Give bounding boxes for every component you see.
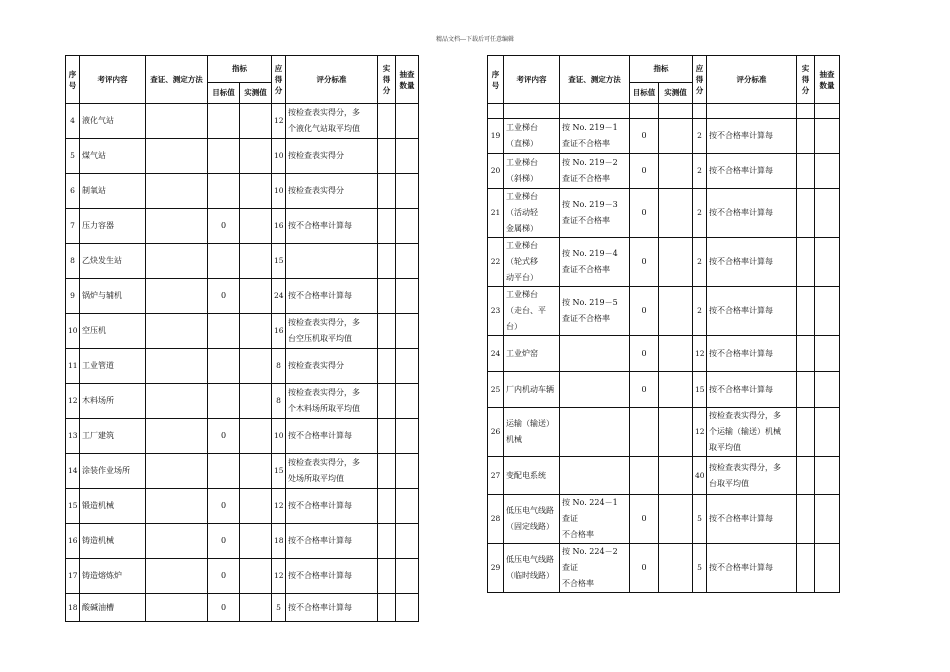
actual-score-cell <box>378 349 396 384</box>
header-criteria: 评分标准 <box>707 56 797 104</box>
points-value: 15 <box>693 372 707 408</box>
row-number: 20 <box>488 154 504 189</box>
check-method <box>146 209 208 244</box>
spot-check-cell <box>396 139 419 174</box>
table-row <box>488 154 840 189</box>
check-method <box>146 104 208 139</box>
measured-value <box>240 559 272 594</box>
points-value: 12 <box>693 336 707 372</box>
actual-score-cell <box>378 314 396 349</box>
table-row <box>488 408 840 457</box>
check-method <box>146 349 208 384</box>
header-indicator: 指标 <box>208 56 272 83</box>
spot-check-cell <box>815 238 840 287</box>
actual-score-cell <box>378 209 396 244</box>
target-value: 0 <box>208 419 240 454</box>
points-value: 8 <box>272 384 286 419</box>
points-value: 5 <box>693 495 707 544</box>
spot-check-cell <box>815 457 840 495</box>
check-method <box>146 244 208 279</box>
scoring-criteria: 按不合格率计算每 <box>286 279 378 314</box>
table-row <box>488 544 840 593</box>
points-value: 10 <box>272 174 286 209</box>
row-number: 9 <box>66 279 80 314</box>
target-value <box>208 454 240 489</box>
header-measured: 实测值 <box>659 83 693 104</box>
header-points: 应 得 分 <box>693 56 707 104</box>
scoring-criteria: 按不合格率计算每 <box>286 419 378 454</box>
target-value: 0 <box>630 119 659 154</box>
measured-value <box>659 372 693 408</box>
row-number: 4 <box>66 104 80 139</box>
points-value: 24 <box>272 279 286 314</box>
target-value <box>630 408 659 457</box>
header-spot: 抽查 数量 <box>815 56 840 104</box>
actual-score-cell <box>378 104 396 139</box>
spot-check-cell <box>396 174 419 209</box>
table-row <box>66 594 419 622</box>
item-name: 工厂建筑 <box>80 419 146 454</box>
check-method: 按 No. 224－1 查证 不合格率 <box>560 495 630 544</box>
check-method <box>146 174 208 209</box>
header-actual: 实 得 分 <box>378 56 396 104</box>
target-value: 0 <box>630 287 659 336</box>
actual-score-cell <box>797 495 815 544</box>
measured-value <box>659 408 693 457</box>
actual-score-cell <box>378 524 396 559</box>
check-method <box>560 408 630 457</box>
measured-value <box>659 336 693 372</box>
points-value: 18 <box>272 524 286 559</box>
points-value: 5 <box>693 544 707 593</box>
item-name: 涂装作业场所 <box>80 454 146 489</box>
row-number: 7 <box>66 209 80 244</box>
row-number: 12 <box>66 384 80 419</box>
target-value: 0 <box>208 209 240 244</box>
item-name: 乙炔发生站 <box>80 244 146 279</box>
points-value: 40 <box>693 457 707 495</box>
measured-value <box>240 524 272 559</box>
actual-score-cell <box>797 119 815 154</box>
spot-check-cell <box>396 489 419 524</box>
row-number: 10 <box>66 314 80 349</box>
header-method: 查证、测定方法 <box>560 56 630 104</box>
actual-score-cell <box>797 287 815 336</box>
table-row <box>66 104 419 139</box>
row-number: 25 <box>488 372 504 408</box>
points-value: 16 <box>272 209 286 244</box>
header-points: 应 得 分 <box>272 56 286 104</box>
scoring-criteria: 按检查表实得分 <box>286 349 378 384</box>
table-row <box>66 279 419 314</box>
target-value <box>208 349 240 384</box>
target-value <box>208 244 240 279</box>
target-value <box>208 139 240 174</box>
actual-score-cell <box>378 384 396 419</box>
spot-check-cell <box>815 544 840 593</box>
spot-check-cell <box>396 349 419 384</box>
measured-value <box>240 419 272 454</box>
item-name: 锻造机械 <box>80 489 146 524</box>
row-number: 24 <box>488 336 504 372</box>
measured-value <box>240 104 272 139</box>
spot-check-cell <box>815 119 840 154</box>
measured-value <box>659 238 693 287</box>
row-number: 23 <box>488 287 504 336</box>
left-evaluation-table <box>65 55 419 622</box>
spot-check-cell <box>396 594 419 622</box>
scoring-criteria: 按检查表实得分，多 个木料场所取平均值 <box>286 384 378 419</box>
scoring-criteria: 按检查表实得分，多 个运输（输送）机械 取平均值 <box>707 408 797 457</box>
check-method <box>146 594 208 622</box>
scoring-criteria: 按检查表实得分，多 处场所取平均值 <box>286 454 378 489</box>
measured-value <box>659 189 693 238</box>
spot-check-cell <box>396 419 419 454</box>
header-seq: 序 号 <box>488 56 504 104</box>
header-spot: 抽查 数量 <box>396 56 419 104</box>
points-value: 2 <box>693 154 707 189</box>
row-number: 15 <box>66 489 80 524</box>
scoring-criteria: 按不合格率计算每 <box>707 372 797 408</box>
row-number: 27 <box>488 457 504 495</box>
actual-score-cell <box>797 336 815 372</box>
target-value: 0 <box>208 489 240 524</box>
measured-value <box>240 454 272 489</box>
points-value: 5 <box>272 594 286 622</box>
target-value: 0 <box>630 544 659 593</box>
points-value: 15 <box>272 454 286 489</box>
scoring-criteria: 按不合格率计算每 <box>286 594 378 622</box>
actual-score-cell <box>797 408 815 457</box>
points-value: 2 <box>693 119 707 154</box>
table-row <box>66 524 419 559</box>
row-number: 18 <box>66 594 80 622</box>
points-value: 10 <box>272 419 286 454</box>
measured-value <box>240 244 272 279</box>
measured-value <box>240 279 272 314</box>
table-row <box>66 174 419 209</box>
target-value: 0 <box>630 336 659 372</box>
target-value <box>208 174 240 209</box>
scoring-criteria: 按检查表实得分 <box>286 174 378 209</box>
row-number: 6 <box>66 174 80 209</box>
spot-check-cell <box>396 244 419 279</box>
item-name: 工业梯台 （活动轻 金属梯） <box>504 189 560 238</box>
measured-value <box>659 544 693 593</box>
row-number: 22 <box>488 238 504 287</box>
points-value: 12 <box>272 489 286 524</box>
item-name: 变配电系统 <box>504 457 560 495</box>
row-number: 13 <box>66 419 80 454</box>
table-row <box>66 209 419 244</box>
check-method: 按 No. 219－1 查证不合格率 <box>560 119 630 154</box>
item-name: 工业梯台 （轮式移 动平台） <box>504 238 560 287</box>
measured-value <box>240 349 272 384</box>
measured-value <box>240 594 272 622</box>
check-method <box>146 559 208 594</box>
actual-score-cell <box>797 372 815 408</box>
actual-score-cell <box>378 489 396 524</box>
measured-value <box>659 495 693 544</box>
spot-check-cell <box>815 189 840 238</box>
row-number: 26 <box>488 408 504 457</box>
target-value <box>208 384 240 419</box>
spot-check-cell <box>396 454 419 489</box>
check-method: 按 No. 219－5 查证不合格率 <box>560 287 630 336</box>
check-method <box>560 372 630 408</box>
check-method: 按 No. 219－2 查证不合格率 <box>560 154 630 189</box>
points-value: 2 <box>693 189 707 238</box>
row-number: 8 <box>66 244 80 279</box>
table-row <box>66 559 419 594</box>
item-name: 压力容器 <box>80 209 146 244</box>
spot-check-cell <box>815 336 840 372</box>
right-evaluation-table <box>487 55 840 593</box>
scoring-criteria: 按不合格率计算每 <box>286 524 378 559</box>
measured-value <box>240 314 272 349</box>
actual-score-cell <box>378 174 396 209</box>
spot-check-cell <box>396 384 419 419</box>
row-number: 17 <box>66 559 80 594</box>
points-value: 10 <box>272 139 286 174</box>
scoring-criteria: 按不合格率计算每 <box>707 495 797 544</box>
spacer-row <box>488 104 840 119</box>
check-method <box>146 489 208 524</box>
actual-score-cell <box>797 154 815 189</box>
row-number: 11 <box>66 349 80 384</box>
spot-check-cell <box>815 287 840 336</box>
check-method <box>146 139 208 174</box>
spot-check-cell <box>815 408 840 457</box>
header-criteria: 评分标准 <box>286 56 378 104</box>
header-item: 考评内容 <box>80 56 146 104</box>
item-name: 铸造熔炼炉 <box>80 559 146 594</box>
table-row <box>66 489 419 524</box>
target-value: 0 <box>208 279 240 314</box>
target-value: 0 <box>208 524 240 559</box>
table-row <box>66 139 419 174</box>
target-value: 0 <box>630 495 659 544</box>
scoring-criteria: 按不合格率计算每 <box>286 489 378 524</box>
item-name: 厂内机动车辆 <box>504 372 560 408</box>
points-value: 2 <box>693 287 707 336</box>
target-value <box>630 457 659 495</box>
scoring-criteria: 按检查表实得分，多 台取平均值 <box>707 457 797 495</box>
actual-score-cell <box>378 244 396 279</box>
target-value: 0 <box>630 372 659 408</box>
check-method: 按 No. 224－2 查证 不合格率 <box>560 544 630 593</box>
table-row <box>488 457 840 495</box>
spot-check-cell <box>815 154 840 189</box>
item-name: 工业炉窑 <box>504 336 560 372</box>
target-value: 0 <box>208 594 240 622</box>
scoring-criteria: 按检查表实得分，多 个液化气站取平均值 <box>286 104 378 139</box>
scoring-criteria: 按不合格率计算每 <box>707 544 797 593</box>
check-method <box>560 457 630 495</box>
points-value: 12 <box>693 408 707 457</box>
measured-value <box>659 119 693 154</box>
points-value: 2 <box>693 238 707 287</box>
actual-score-cell <box>378 419 396 454</box>
item-name: 运输（输送） 机械 <box>504 408 560 457</box>
actual-score-cell <box>378 454 396 489</box>
item-name: 工业管道 <box>80 349 146 384</box>
target-value <box>208 314 240 349</box>
table-row <box>66 384 419 419</box>
item-name: 木料场所 <box>80 384 146 419</box>
scoring-criteria <box>286 244 378 279</box>
table-row <box>488 336 840 372</box>
row-number: 29 <box>488 544 504 593</box>
table-row <box>488 119 840 154</box>
check-method: 按 No. 219－4 查证不合格率 <box>560 238 630 287</box>
scoring-criteria: 按检查表实得分 <box>286 139 378 174</box>
actual-score-cell <box>378 559 396 594</box>
check-method <box>146 419 208 454</box>
header-actual: 实 得 分 <box>797 56 815 104</box>
actual-score-cell <box>797 189 815 238</box>
item-name: 酸碱油槽 <box>80 594 146 622</box>
scoring-criteria: 按不合格率计算每 <box>707 238 797 287</box>
target-value: 0 <box>630 189 659 238</box>
spot-check-cell <box>396 209 419 244</box>
table-row <box>66 314 419 349</box>
scoring-criteria: 按不合格率计算每 <box>286 209 378 244</box>
header-target: 目标值 <box>208 83 240 104</box>
measured-value <box>659 287 693 336</box>
scoring-criteria: 按不合格率计算每 <box>286 559 378 594</box>
table-row <box>66 244 419 279</box>
item-name: 工业梯台 （走台、平 台） <box>504 287 560 336</box>
header-method: 查证、测定方法 <box>146 56 208 104</box>
row-number: 19 <box>488 119 504 154</box>
row-number: 14 <box>66 454 80 489</box>
actual-score-cell <box>378 594 396 622</box>
item-name: 工业梯台 （直梯） <box>504 119 560 154</box>
scoring-criteria: 按不合格率计算每 <box>707 154 797 189</box>
table-row <box>66 349 419 384</box>
measured-value <box>659 154 693 189</box>
scoring-criteria: 按检查表实得分，多 台空压机取平均值 <box>286 314 378 349</box>
header-indicator: 指标 <box>630 56 693 83</box>
table-row <box>488 372 840 408</box>
row-number: 21 <box>488 189 504 238</box>
measured-value <box>240 174 272 209</box>
measured-value <box>659 457 693 495</box>
table-row <box>66 454 419 489</box>
measured-value <box>240 489 272 524</box>
header-measured: 实测值 <box>240 83 272 104</box>
item-name: 空压机 <box>80 314 146 349</box>
spot-check-cell <box>396 279 419 314</box>
check-method <box>146 279 208 314</box>
table-row <box>488 238 840 287</box>
row-number: 16 <box>66 524 80 559</box>
table-row <box>488 287 840 336</box>
scoring-criteria: 按不合格率计算每 <box>707 336 797 372</box>
points-value: 8 <box>272 349 286 384</box>
target-value: 0 <box>630 154 659 189</box>
measured-value <box>240 209 272 244</box>
measured-value <box>240 139 272 174</box>
row-number: 28 <box>488 495 504 544</box>
item-name: 低压电气线路 （临时线路） <box>504 544 560 593</box>
table-row <box>488 495 840 544</box>
check-method <box>146 524 208 559</box>
item-name: 工业梯台 （斜梯） <box>504 154 560 189</box>
item-name: 制氧站 <box>80 174 146 209</box>
check-method <box>146 314 208 349</box>
target-value: 0 <box>630 238 659 287</box>
check-method <box>146 384 208 419</box>
item-name: 铸造机械 <box>80 524 146 559</box>
points-value: 15 <box>272 244 286 279</box>
actual-score-cell <box>797 457 815 495</box>
scoring-criteria: 按不合格率计算每 <box>707 189 797 238</box>
spot-check-cell <box>396 314 419 349</box>
scoring-criteria: 按不合格率计算每 <box>707 119 797 154</box>
header-target: 目标值 <box>630 83 659 104</box>
actual-score-cell <box>378 139 396 174</box>
item-name: 锅炉与辅机 <box>80 279 146 314</box>
scoring-criteria: 按不合格率计算每 <box>707 287 797 336</box>
points-value: 16 <box>272 314 286 349</box>
spot-check-cell <box>396 104 419 139</box>
header-item: 考评内容 <box>504 56 560 104</box>
header-seq: 序 号 <box>66 56 80 104</box>
item-name: 低压电气线路 （固定线路） <box>504 495 560 544</box>
check-method <box>560 336 630 372</box>
actual-score-cell <box>797 238 815 287</box>
spot-check-cell <box>396 524 419 559</box>
table-row <box>488 189 840 238</box>
spot-check-cell <box>815 372 840 408</box>
target-value: 0 <box>208 559 240 594</box>
spot-check-cell <box>396 559 419 594</box>
points-value: 12 <box>272 104 286 139</box>
check-method <box>146 454 208 489</box>
check-method: 按 No. 219－3 查证不合格率 <box>560 189 630 238</box>
item-name: 液化气站 <box>80 104 146 139</box>
points-value: 12 <box>272 559 286 594</box>
item-name: 煤气站 <box>80 139 146 174</box>
row-number: 5 <box>66 139 80 174</box>
actual-score-cell <box>797 544 815 593</box>
watermark-text: 精品文档---下载后可任意编辑 <box>435 36 515 43</box>
measured-value <box>240 384 272 419</box>
table-row <box>66 419 419 454</box>
spot-check-cell <box>815 495 840 544</box>
actual-score-cell <box>378 279 396 314</box>
target-value <box>208 104 240 139</box>
